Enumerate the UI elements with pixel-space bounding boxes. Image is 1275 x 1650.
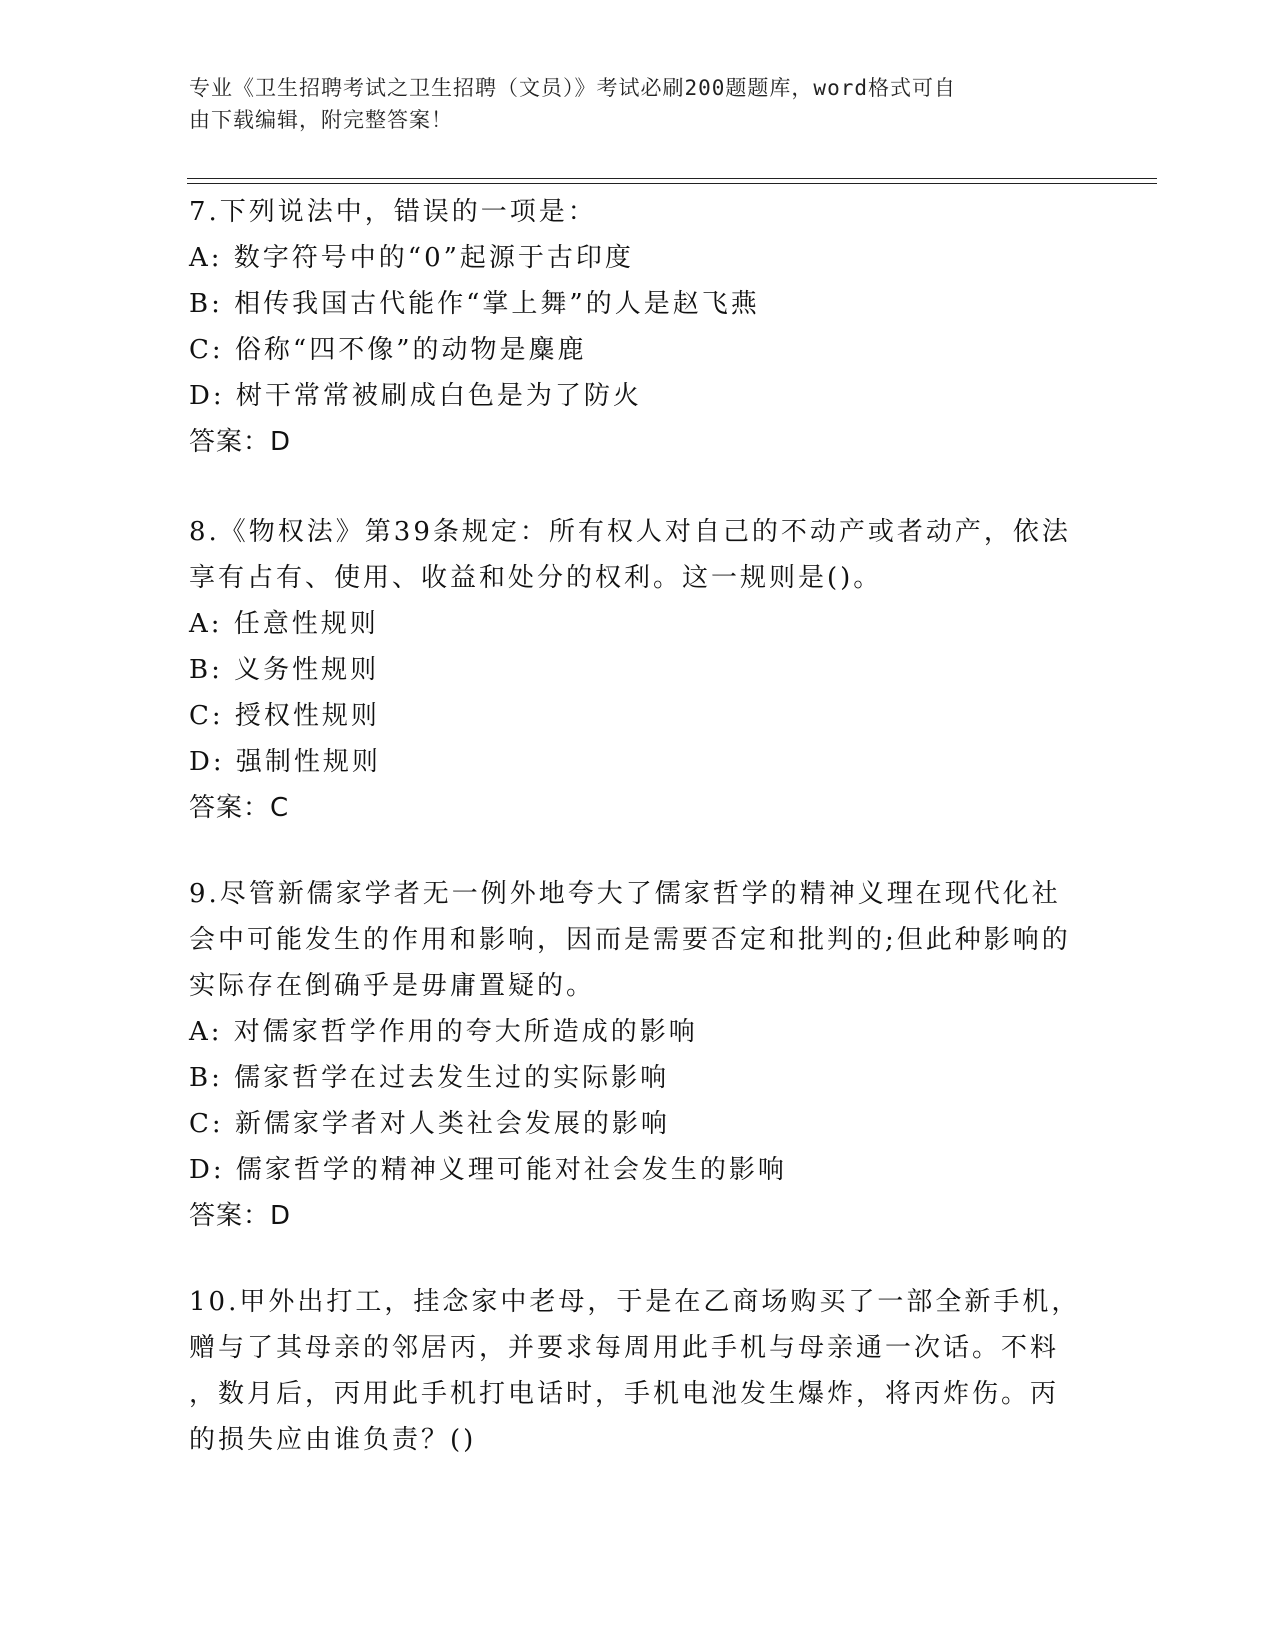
question-stem-line: ，数月后，丙用此手机打电话时，手机电池发生爆炸，将丙炸伤。丙 xyxy=(189,1379,1060,1409)
option-a: A: 数字符号中的“0”起源于古印度 xyxy=(189,243,634,273)
option-c: C: 俗称“四不像”的动物是麋鹿 xyxy=(189,335,587,365)
question-stem-line: 10.甲外出打工，挂念家中老母，于是在乙商场购买了一部全新手机， xyxy=(189,1287,1081,1317)
header-line-1: 专业《卫生招聘考试之卫生招聘（文员）》考试必刷200题题库，word格式可自 xyxy=(189,76,956,100)
option-a: A: 任意性规则 xyxy=(189,609,379,639)
question-stem-line: 会中可能发生的作用和影响，因而是需要否定和批判的;但此种影响的 xyxy=(189,925,1071,955)
option-b: B: 儒家哲学在过去发生过的实际影响 xyxy=(189,1063,670,1093)
question-stem-line: 的损失应由谁负责？() xyxy=(189,1425,477,1455)
question-9 xyxy=(189,871,1089,1239)
header-line-2: 由下载编辑，附完整答案！ xyxy=(189,108,453,132)
question-8 xyxy=(189,509,1089,831)
option-a: A: 对儒家哲学作用的夸大所造成的影响 xyxy=(189,1017,698,1047)
question-10 xyxy=(189,1279,1089,1463)
answer: 答案：C xyxy=(189,793,290,823)
option-d: D: 强制性规则 xyxy=(189,747,381,777)
option-b: B: 义务性规则 xyxy=(189,655,380,685)
option-c: C: 新儒家学者对人类社会发展的影响 xyxy=(189,1109,670,1139)
question-7 xyxy=(189,189,1089,465)
answer: 答案：D xyxy=(189,1201,292,1231)
question-stem-line: 实际存在倒确乎是毋庸置疑的。 xyxy=(189,971,596,1001)
question-stem-line: 9.尽管新儒家学者无一例外地夸大了儒家哲学的精神义理在现代化社 xyxy=(189,879,1061,909)
header-divider-bottom xyxy=(187,183,1157,184)
option-d: D: 树干常常被刷成白色是为了防火 xyxy=(189,381,642,411)
question-stem-line: 8.《物权法》第39条规定：所有权人对自己的不动产或者动产，依法 xyxy=(189,517,1071,547)
option-b: B: 相传我国古代能作“掌上舞”的人是赵飞燕 xyxy=(189,289,760,319)
question-stem-line: 赠与了其母亲的邻居丙，并要求每周用此手机与母亲通一次话。不料 xyxy=(189,1333,1060,1363)
option-d: D: 儒家哲学的精神义理可能对社会发生的影响 xyxy=(189,1155,787,1185)
answer: 答案：D xyxy=(189,427,292,457)
question-stem-line: 享有占有、使用、收益和处分的权利。这一规则是()。 xyxy=(189,563,883,593)
header-divider-top xyxy=(187,178,1157,179)
question-stem-line: 7.下列说法中，错误的一项是： xyxy=(189,197,597,227)
option-c: C: 授权性规则 xyxy=(189,701,380,731)
document-header xyxy=(189,72,1069,136)
